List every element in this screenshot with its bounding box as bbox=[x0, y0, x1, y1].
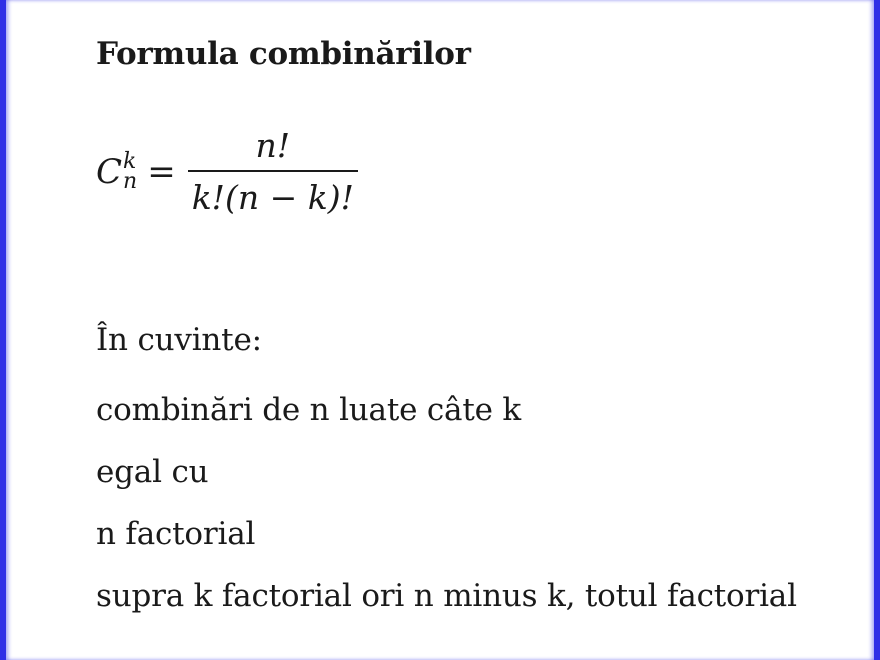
formula-subscript: n bbox=[123, 169, 138, 194]
formula-superscript: k bbox=[123, 149, 137, 174]
words-line: combinări de n luate câte k bbox=[96, 392, 521, 428]
words-line: egal cu bbox=[96, 454, 209, 490]
formula-fraction bbox=[188, 126, 358, 218]
formula-equals: = bbox=[147, 152, 176, 192]
formula-symbol: C bbox=[96, 152, 123, 192]
words-line: n factorial bbox=[96, 516, 256, 552]
words-intro: În cuvinte: bbox=[96, 322, 262, 358]
combinations-formula bbox=[96, 122, 358, 222]
words-line: supra k factorial ori n minus k, totul factorial bbox=[96, 578, 797, 614]
page-title: Formula combinărilor bbox=[96, 36, 471, 72]
formula-numerator: n! bbox=[255, 126, 291, 165]
formula-scripts bbox=[123, 149, 138, 194]
formula-lhs bbox=[96, 149, 138, 194]
formula-denominator: k!(n − k)! bbox=[191, 178, 354, 217]
